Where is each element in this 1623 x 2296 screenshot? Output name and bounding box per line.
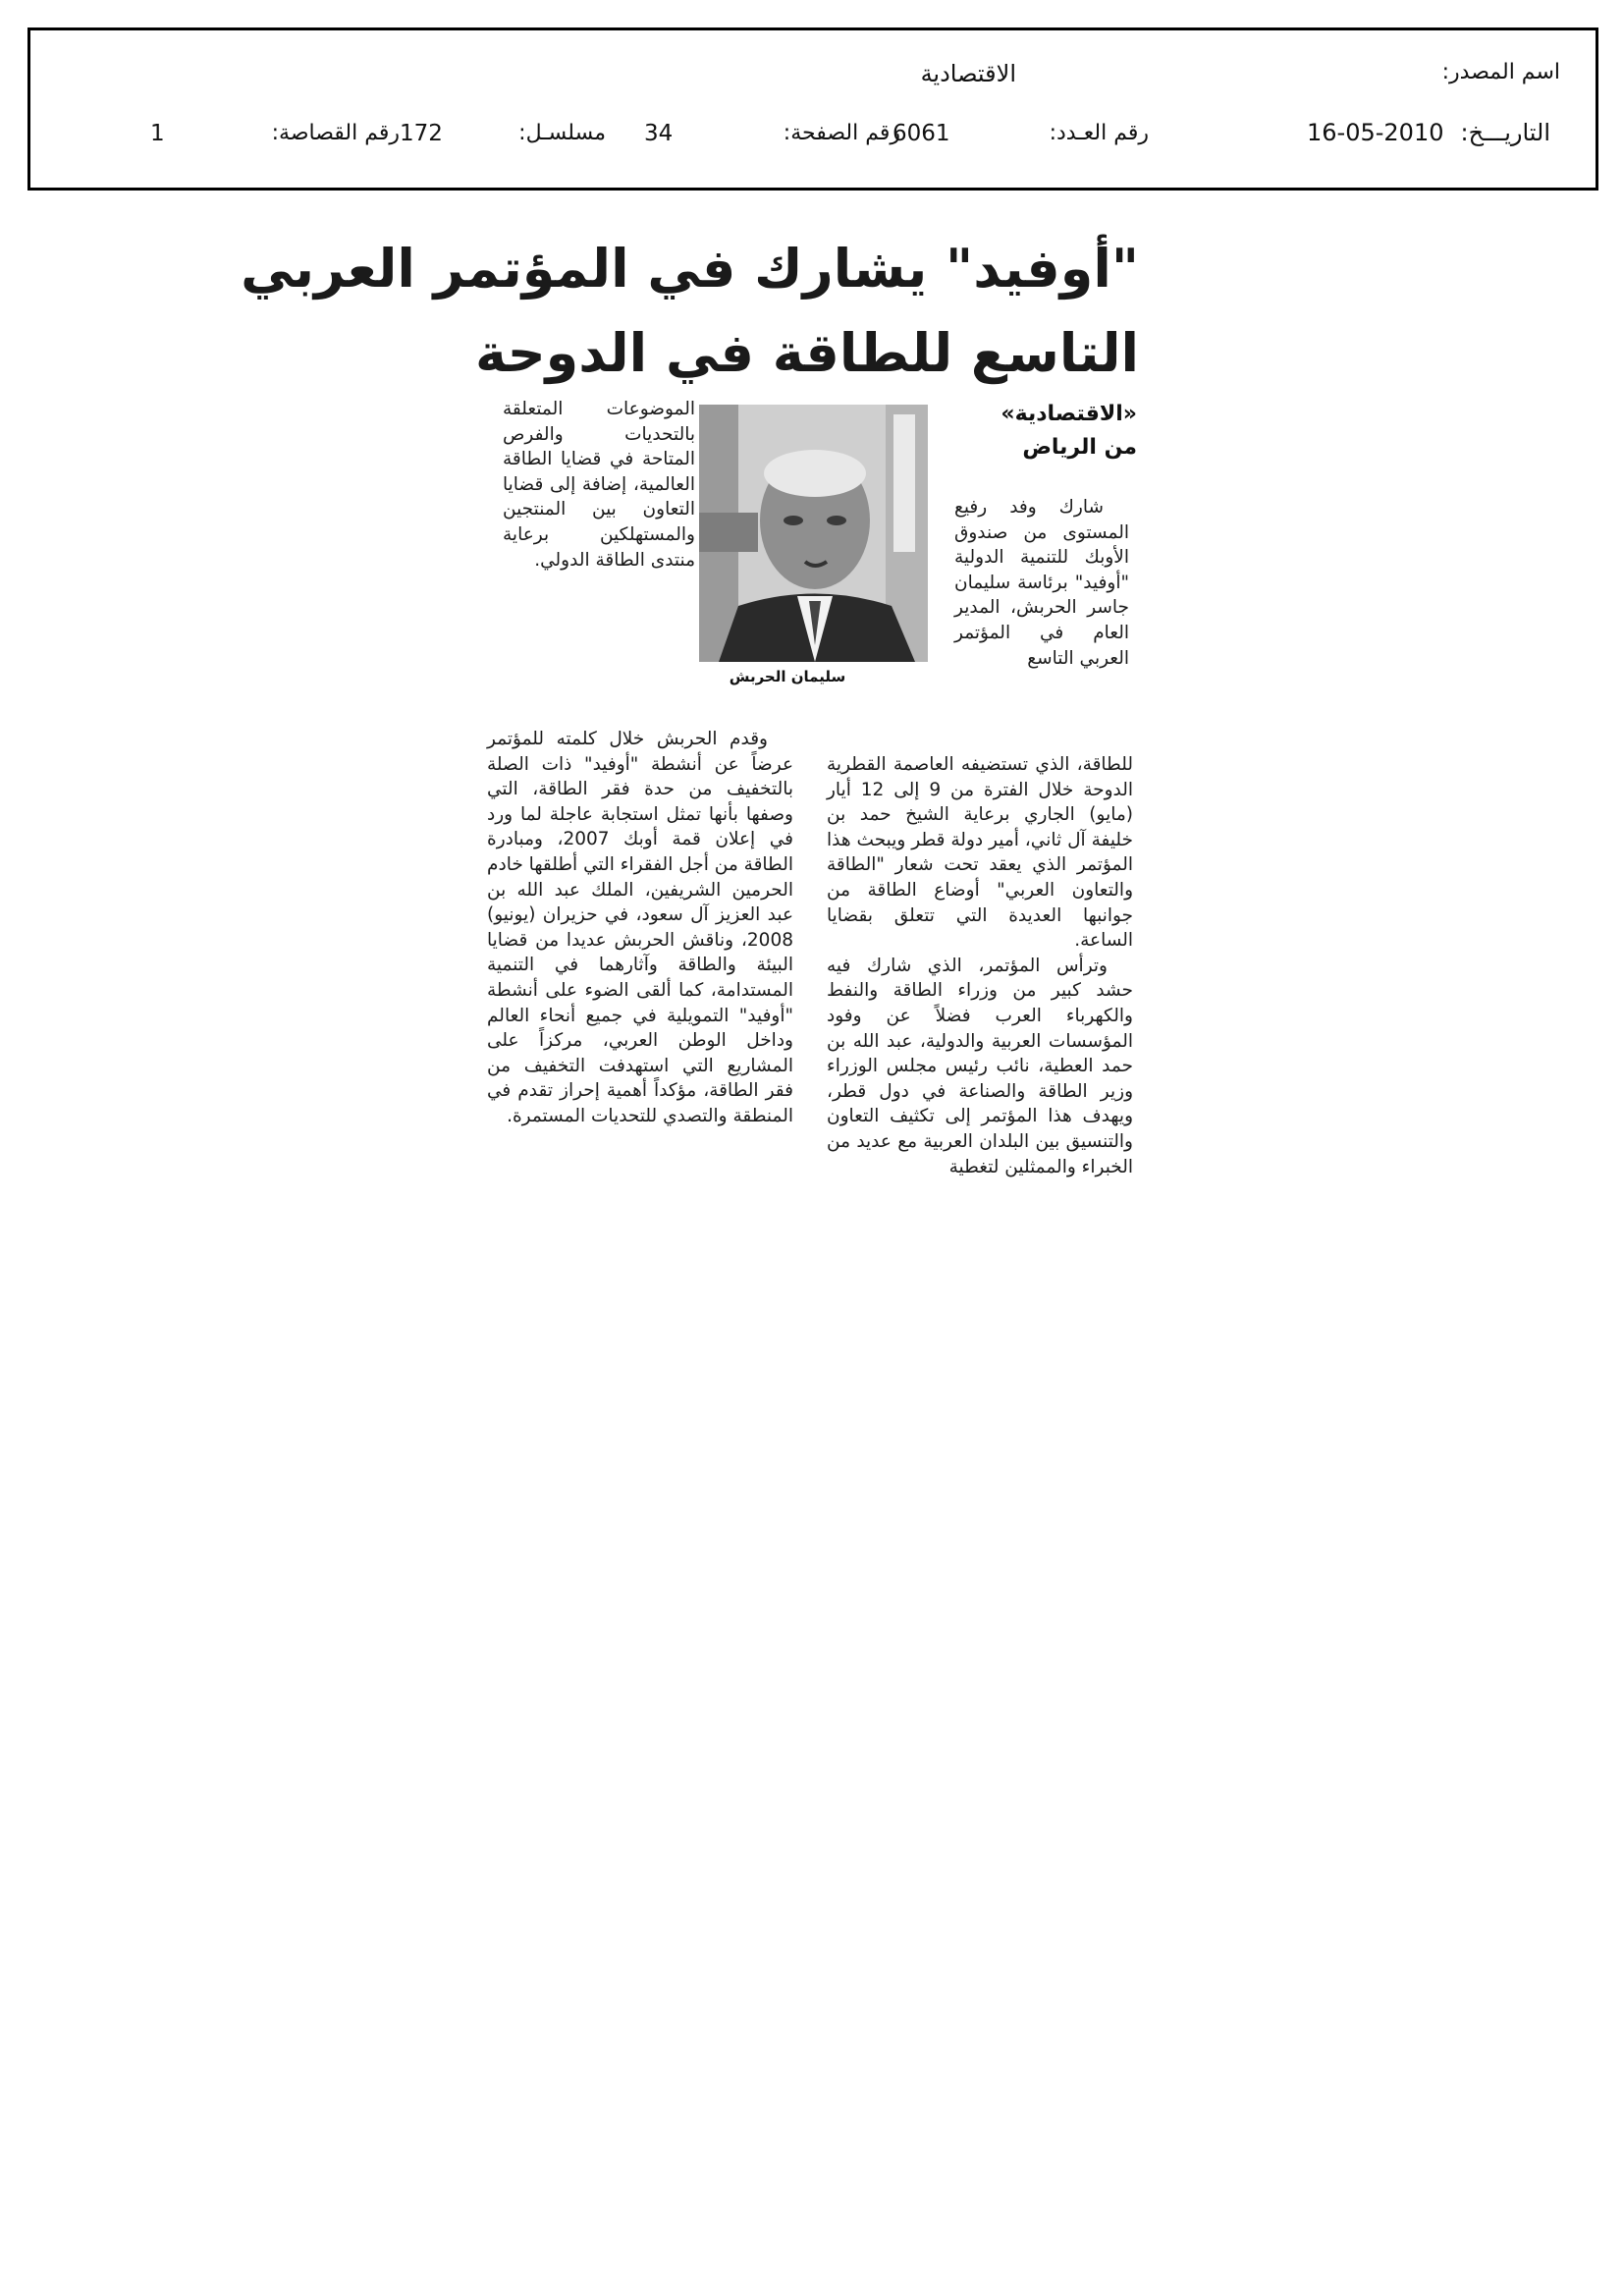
clipping-header	[27, 27, 1598, 191]
paragraph: وقدم الحربش خلال كلمته للمؤتمر عرضاً عن أنشطة "أوفيد" ذات الصلة بالتخفيف من حدة فقر الطاقة، التي وصفها بأنها تمثل استجابة عاجلة لما ورد في إعلان قمة أوبك 2007، ومبادرة الطاقة من أجل الفقراء التي أطلقها خادم الحرمين الشريفين، الملك عبد الله بن عبد العزيز آل سعود، في حزيران (يونيو) 2008، وناقش الحربش عديدا من قضايا البيئة والطاقة وآثارهما في التنمية المستدامة، كما ألقى الضوء على أنشطة "أوفيد" التمويلية في جميع أنحاء العالم وداخل الوطن العربي، مركزاً على المشاريع التي استهدفت التخفيف من فقر الطاقة، مؤكداً أهمية إحراز تقدم في المنطقة والتصدي للتحديات المستمرة.	[487, 729, 793, 1126]
headline-line-1: "أوفيد" يشارك في المؤتمر العربي	[241, 238, 1139, 300]
paragraph: شارك وفد رفيع المستوى من صندوق الأوبك للتنمية الدولية "أوفيد" برئاسة سليمان جاسر الحربش، المدير العام في المؤتمر العربي التاسع	[954, 497, 1129, 669]
paragraph: للطاقة، الذي تستضيفه العاصمة القطرية الدوحة خلال الفترة من 9 إلى 12 أيار (مايو) الجاري برعاية الشيخ حمد بن خليفة آل ثاني، أمير دولة قطر ويبحث هذا المؤتمر الذي يعقد تحت شعار "الطاقة والتعاون العربي" أوضاع الطاقة من جوانبها العديدة التي تتعلق بقضايا الساعة.	[827, 754, 1133, 952]
column-left-bottom	[487, 727, 793, 1129]
portrait-image	[699, 405, 928, 662]
column-right-bottom	[827, 752, 1133, 1179]
byline-source: «الاقتصادية»	[1001, 402, 1137, 426]
paragraph: وترأس المؤتمر، الذي شارك فيه حشد كبير من وزراء الطاقة والنفط والكهرباء العرب فضلاً عن وفود المؤسسات العربية والدولية، عبد الله بن حمد العطية، نائب رئيس مجلس الوزراء وزير الطاقة والصناعة في دول قطر، ويهدف هذا المؤتمر إلى تكثيف التعاون والتنسيق بين البلدان العربية مع عديد من الخبراء والممثلين لتغطية	[827, 955, 1133, 1177]
issue-label: رقم العـدد:	[1049, 121, 1149, 145]
column-right-top	[954, 495, 1129, 671]
headline-line-2: التاسع للطاقة في الدوحة	[474, 322, 1139, 384]
issue-value: 6061	[893, 121, 950, 146]
date-label: التاريـــخ:	[1460, 119, 1550, 146]
source-label: اسم المصدر:	[1441, 60, 1560, 84]
serial-value: 172	[400, 121, 443, 146]
column-left-top	[503, 397, 695, 573]
clip-number-value: 1	[150, 121, 165, 146]
portrait-photo	[699, 405, 928, 662]
article-clipping	[241, 236, 1159, 1336]
paragraph: الموضوعات المتعلقة بالتحديات والفرص المتاحة في قضايا الطاقة العالمية، إضافة إلى قضايا التعاون بين المنتجين والمستهلكين برعاية منتدى الطاقة الدولي.	[503, 399, 695, 571]
byline	[1001, 398, 1137, 465]
byline-location: من الرياض	[1022, 435, 1137, 460]
date-value: 16-05-2010	[1307, 119, 1444, 146]
clip-number-label: رقم القصاصة:	[271, 121, 400, 145]
page-value: 34	[644, 121, 674, 146]
source-value: الاقتصادية	[920, 60, 1016, 87]
page-label: رقم الصفحة:	[783, 121, 900, 145]
serial-label: مسلسـل:	[518, 121, 606, 145]
photo-caption: سليمان الحربش	[729, 668, 846, 685]
